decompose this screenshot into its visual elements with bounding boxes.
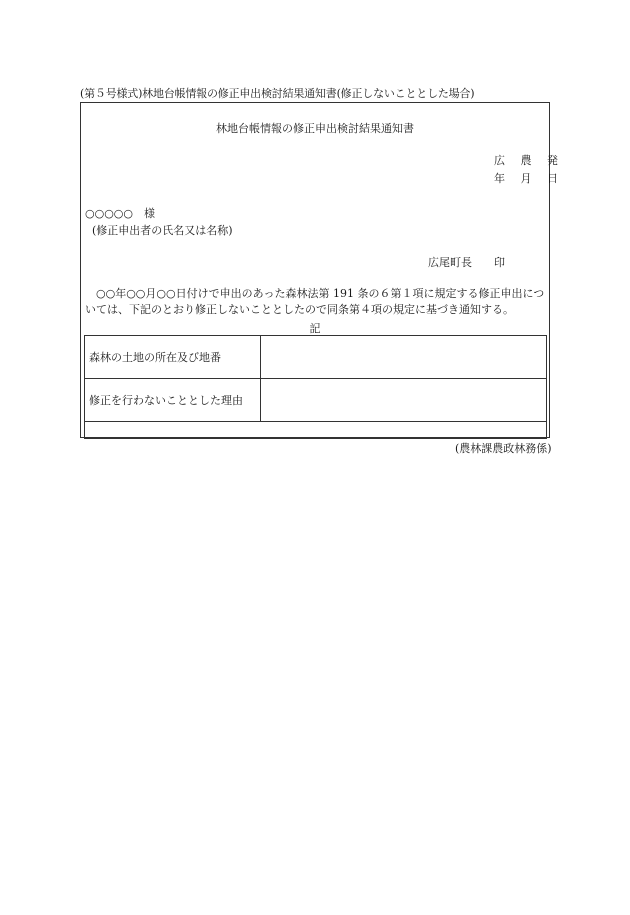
recipient-name: ○○○○○ 様 (85, 207, 155, 220)
table-row-blank (85, 422, 547, 439)
seal-mark: 印 (494, 256, 505, 269)
department-label: (農林課農政林務係) (455, 442, 552, 455)
form-heading: (第５号様式)林地台帳情報の修正申出検討結果通知書(修正しないこととした場合) (80, 87, 475, 100)
table-value-location (261, 336, 547, 379)
notice-body: ○○年○○月○○日付けで申出のあった森林法第 191 条の６第１項に規定する修正申出については、下記のとおり修正しないこととしたので同条第４項の規定に基づき通知する。 (85, 287, 545, 316)
table-row (85, 379, 547, 422)
document-title: 林地台帳情報の修正申出検討結果通知書 (216, 122, 414, 135)
sender-title: 広尾町長 (428, 256, 472, 269)
table-value-reason (261, 379, 547, 422)
table-label-reason: 修正を行わないこととした理由 (85, 379, 261, 422)
ki-heading: 記 (309, 322, 321, 335)
table-blank-cell (85, 422, 547, 439)
table-label-location: 森林の土地の所在及び地番 (85, 336, 261, 379)
issuer-number: 広 農 発 (494, 154, 564, 167)
date-line: 年 月 日 (494, 172, 564, 185)
recipient-note: (修正申出者の氏名又は名称) (92, 224, 233, 237)
details-table (84, 335, 547, 439)
table-row (85, 336, 547, 379)
